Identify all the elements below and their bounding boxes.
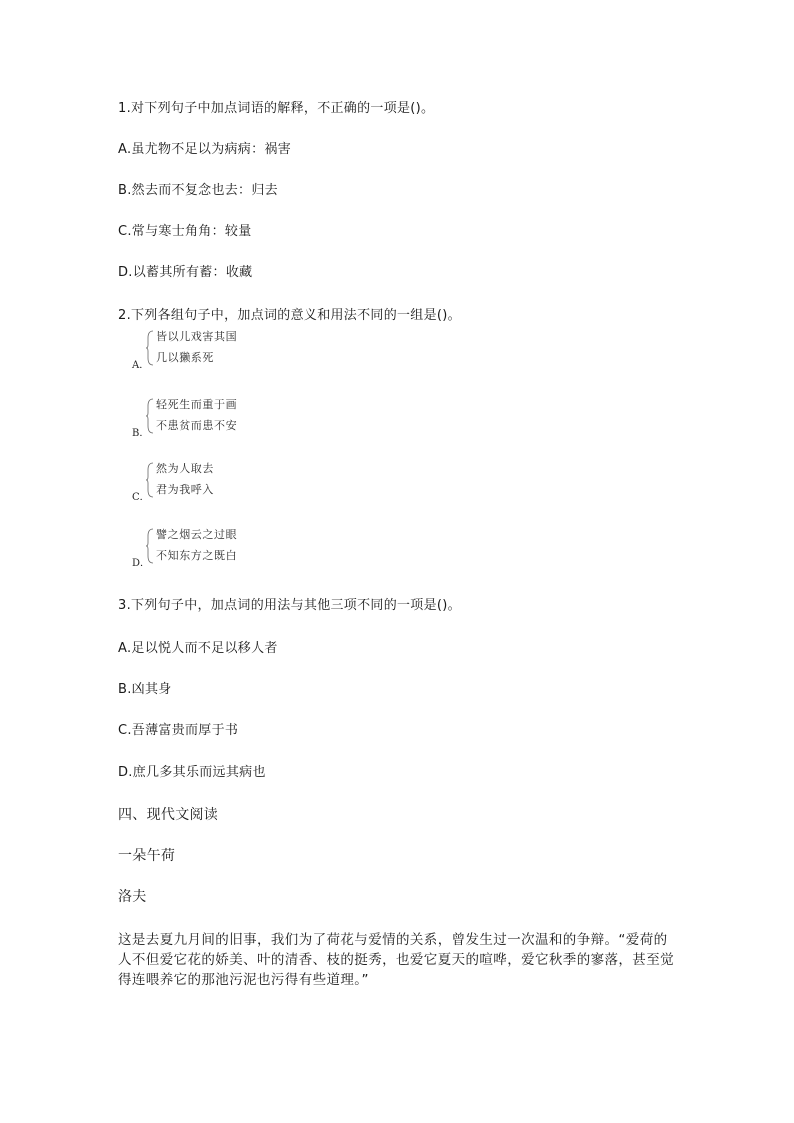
option-line-2: 不知东方之既白 xyxy=(156,549,238,562)
article-author: 洛夫 xyxy=(118,889,147,905)
option-line-2: 君为我呼入 xyxy=(156,483,214,496)
question-2-option-c-image xyxy=(130,460,270,504)
question-2-stem: 2.下列各组句子中，加点词的意义和用法不同的一组是()。 xyxy=(118,308,461,323)
section-heading: 四、现代文阅读 xyxy=(118,807,219,823)
question-3-option-a: A.足以悦人而不足以移人者 xyxy=(118,641,278,656)
question-2-option-a-image xyxy=(130,328,270,372)
question-3-option-c: C.吾薄富贵而厚于书 xyxy=(118,723,239,738)
option-letter: D． xyxy=(132,558,151,569)
option-letter: C． xyxy=(132,492,150,503)
option-letter: A． xyxy=(132,360,150,371)
question-1-option-b: B.然去而不复念也去：归去 xyxy=(118,183,278,198)
option-line-2: 几以獭系死 xyxy=(156,351,214,364)
question-3-stem: 3.下列句子中，加点词的用法与其他三项不同的一项是()。 xyxy=(118,598,461,613)
brace-icon xyxy=(146,528,154,564)
option-line-1: 譬之烟云之过眼 xyxy=(156,528,238,541)
question-1-option-a: A.虽尤物不足以为病病：祸害 xyxy=(118,142,291,157)
brace-icon xyxy=(146,462,154,498)
brace-icon xyxy=(146,330,154,366)
option-line-1: 皆以儿戏害其国 xyxy=(156,330,238,343)
question-2-option-d-image xyxy=(130,526,270,570)
question-3-option-b: B.凶其身 xyxy=(118,682,172,697)
question-1-option-d: D.以蓄其所有蓄：收藏 xyxy=(118,265,253,280)
question-2-option-b-image xyxy=(130,396,270,440)
brace-icon xyxy=(146,398,154,434)
question-3-option-d: D.庶几多其乐而远其病也 xyxy=(118,765,266,780)
question-1-stem: 1.对下列句子中加点词语的解释，不正确的一项是()。 xyxy=(118,101,435,116)
option-line-2: 不患贫而患不安 xyxy=(156,419,238,432)
option-line-1: 轻死生而重于画 xyxy=(156,398,238,411)
article-paragraph: 这是去夏九月间的旧事，我们为了荷花与爱情的关系，曾发生过一次温和的争辩。“爱荷的人不但爱它花的娇美、叶的清香、枝的挺秀，也爱它夏天的喧哗，爱它秋季的寥落，甚至觉得连喂养它的那池污泥也污得有些道理。” xyxy=(118,932,674,988)
option-letter: B． xyxy=(132,428,150,439)
option-line-1: 然为人取去 xyxy=(156,462,214,475)
article-title: 一朵午荷 xyxy=(118,848,176,864)
question-1-option-c: C.常与寒士角角：较量 xyxy=(118,224,252,239)
